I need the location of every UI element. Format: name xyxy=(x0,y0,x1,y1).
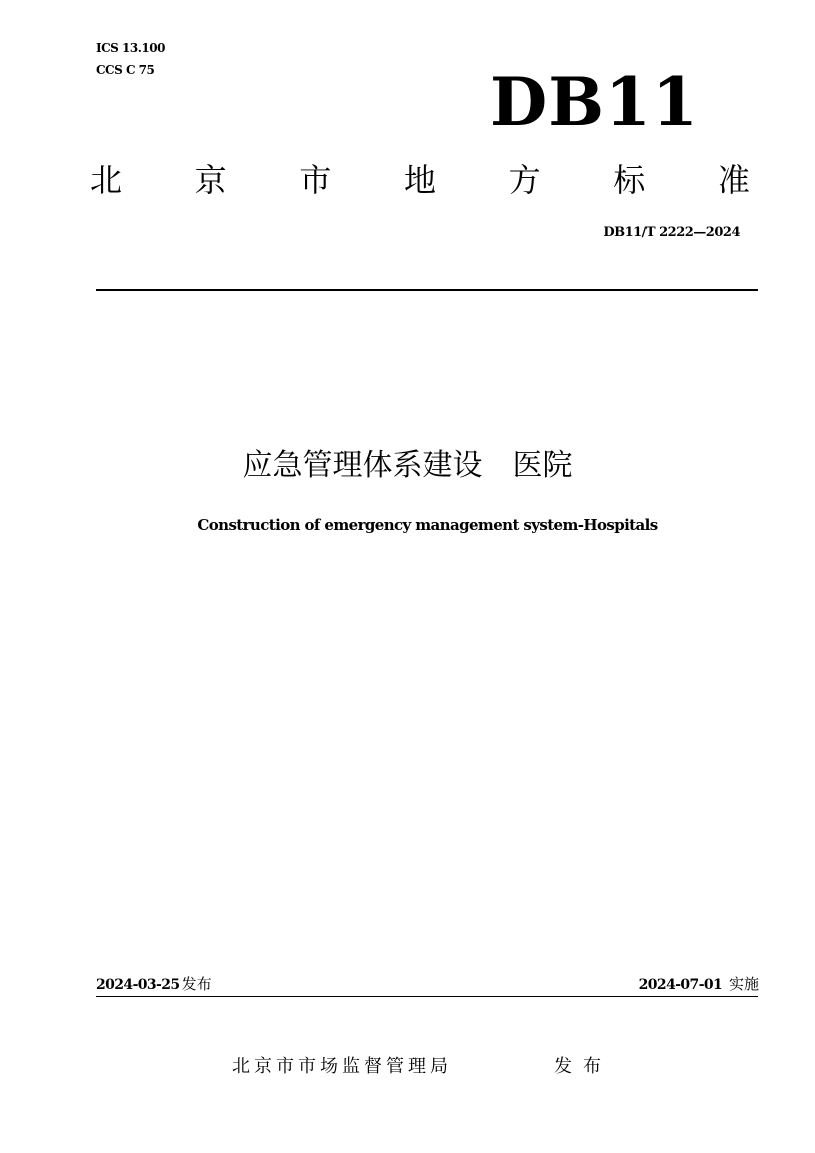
standard-type-char: 北 xyxy=(90,161,123,199)
standard-type-char: 准 xyxy=(717,161,750,199)
standard-number: DB11/T 2222—2024 xyxy=(603,225,740,240)
standard-type-heading xyxy=(90,158,750,202)
db11-logo: DB11 xyxy=(490,63,699,141)
standard-type-char: 标 xyxy=(613,161,646,199)
document-title-zh: 应急管理体系建设 医院 xyxy=(242,448,573,483)
standard-type-char: 方 xyxy=(508,161,541,199)
issue-date-block xyxy=(96,973,212,996)
footer-divider xyxy=(96,996,758,997)
ccs-code: CCS C 75 xyxy=(96,63,155,77)
publisher-name: 北京市市场监督管理局 xyxy=(232,1056,452,1077)
header-divider xyxy=(96,289,758,291)
standard-type-char: 地 xyxy=(403,161,436,199)
issue-date: 2024-03-25 xyxy=(96,977,180,993)
ics-code: ICS 13.100 xyxy=(96,41,165,55)
issue-label: 发布 xyxy=(181,975,212,993)
standard-type-char: 京 xyxy=(194,161,227,199)
implement-label: 实施 xyxy=(728,975,759,993)
publish-action: 发布 xyxy=(554,1056,612,1077)
standard-type-char: 市 xyxy=(299,161,332,199)
document-title-en: Construction of emergency management system-Hospitals xyxy=(197,516,658,534)
implement-date-block xyxy=(639,973,759,996)
implement-date: 2024-07-01 xyxy=(638,977,723,993)
